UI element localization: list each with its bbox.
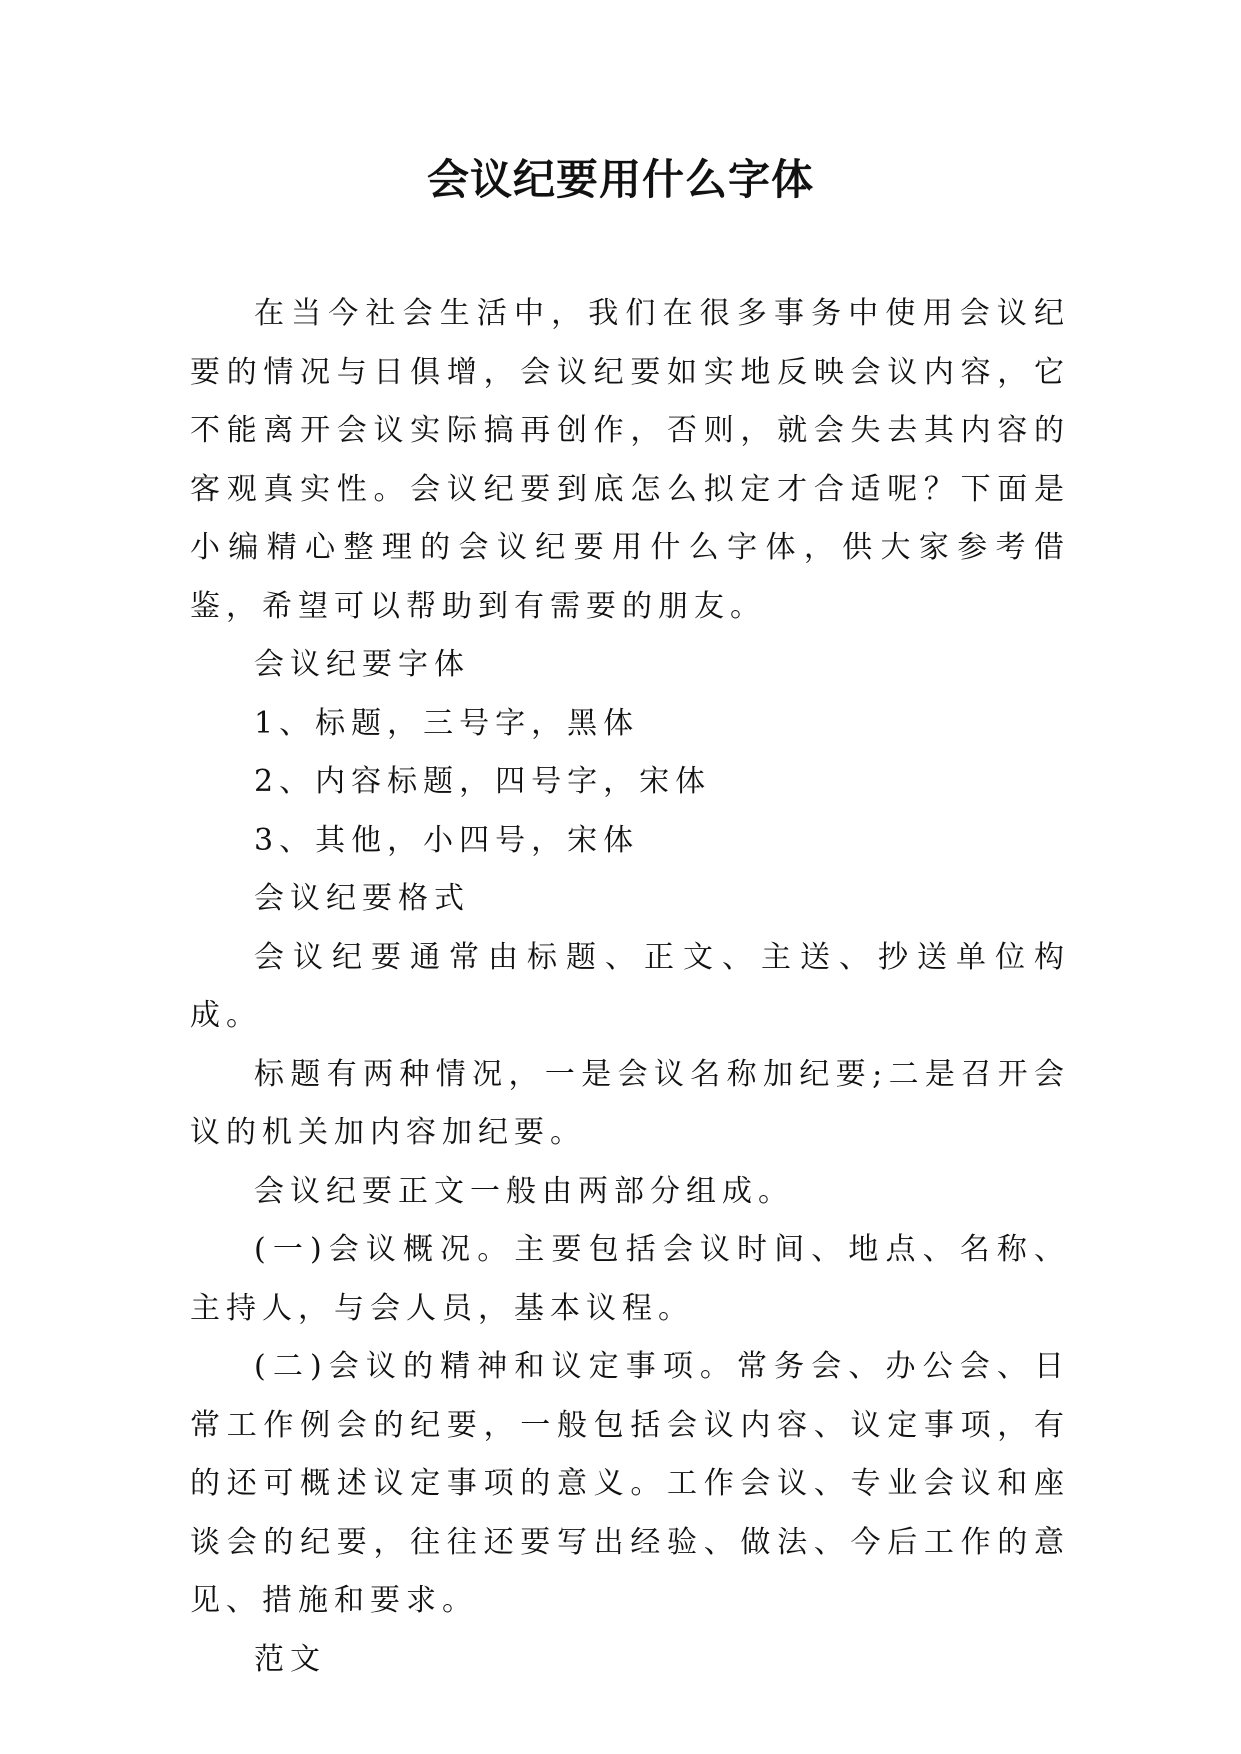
sample-heading: 范文 (254, 1641, 326, 1677)
overview-paragraph: (一)会议概况。主要包括会议时间、地点、名称、主持人，与会人员，基本议程。 (190, 1232, 1070, 1326)
format-paragraph: 会议纪要通常由标题、正文、主送、抄送单位构成。 (190, 939, 1070, 1033)
list-item-other-font: 3、其他，小四号，宋体 (254, 822, 640, 858)
body-composition-paragraph: 会议纪要正文一般由两部分组成。 (254, 1173, 794, 1209)
list-item-title-font: 1、标题，三号字，黑体 (254, 705, 640, 741)
document-title: 会议纪要用什么字体 (426, 155, 814, 204)
section-heading-font: 会议纪要字体 (254, 647, 470, 682)
title-types-paragraph: 标题有两种情况，一是会议名称加纪要;二是召开会议的机关加内容加纪要。 (190, 1056, 1070, 1150)
document-body (190, 285, 1070, 1689)
intro-paragraph: 在当今社会生活中，我们在很多事务中使用会议纪要的情况与日俱增，会议纪要如实地反映会议内容，它不能离开会议实际搞再创作，否则，就会失去其内容的客观真实性。会议纪要到底怎么拟定才合适呢？下面是小编精心整理的会议纪要用什么字体，供大家参考借鉴，希望可以帮助到有需要的朋友。 (190, 296, 1070, 624)
list-item-subtitle-font: 2、内容标题，四号字，宋体 (254, 764, 712, 799)
decisions-paragraph: (二)会议的精神和议定事项。常务会、办公会、日常工作例会的纪要，一般包括会议内容、议定事项，有的还可概述议定事项的意义。工作会议、专业会议和座谈会的纪要，往往还要写出经验、做法、今后工作的意见、措施和要求。 (190, 1349, 1070, 1618)
section-heading-format: 会议纪要格式 (254, 881, 470, 916)
